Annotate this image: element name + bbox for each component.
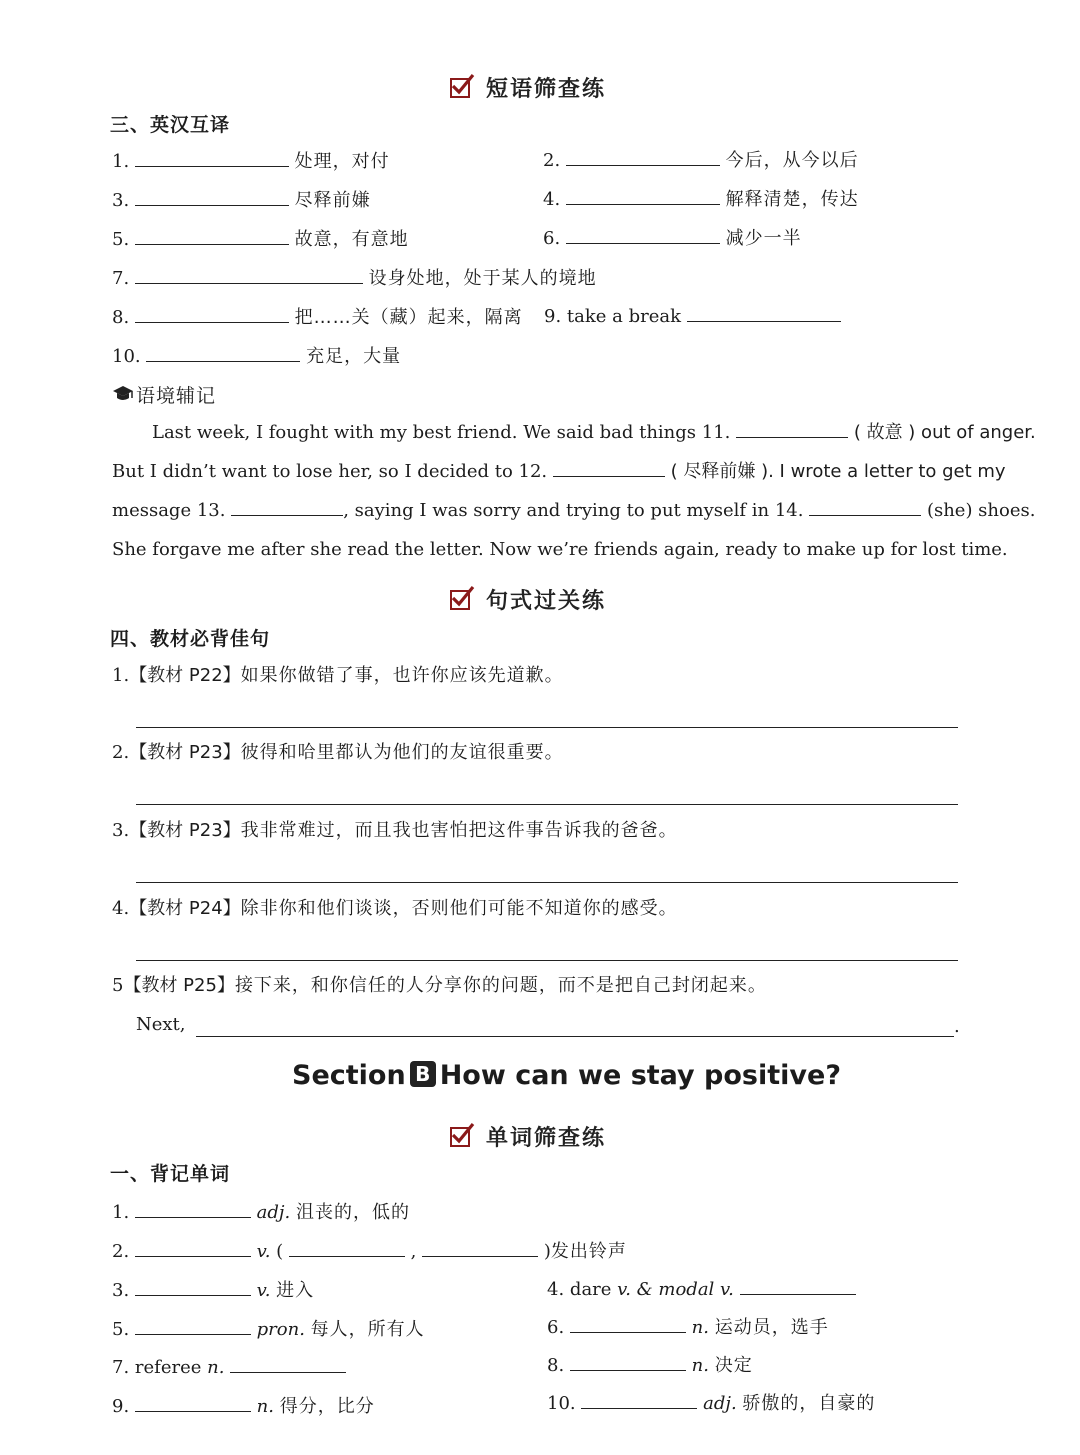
word-item-5: 5. pron. 每人，所有人 (112, 1316, 425, 1342)
passage-line-2: But I didn’t want to lose her, so I decided to 12. ( 尽释前嫌 ). I wrote a letter to get my (112, 452, 1006, 491)
part-title-sentences: 四、教材必背佳句 (110, 628, 271, 650)
answer-blank[interactable] (570, 1352, 686, 1371)
section-letter-badge: B (410, 1061, 436, 1087)
phrase-item-8: 8. 把……关（藏）起来，隔离 (112, 304, 523, 330)
word-item-9: 9. n. 得分，比分 (112, 1393, 375, 1419)
section-title-sentences: 句式过关练 (486, 589, 607, 614)
answer-blank[interactable] (289, 1238, 405, 1257)
answer-blank[interactable] (135, 1316, 251, 1335)
checkbox-icon (450, 78, 470, 98)
part-title-words: 一、背记单词 (110, 1163, 231, 1185)
answer-blank[interactable] (135, 1199, 251, 1218)
phrase-item-4: 4. 解释清楚，传达 (543, 186, 859, 212)
answer-line-4[interactable] (136, 960, 958, 961)
answer-blank[interactable] (135, 187, 289, 206)
section-title-words: 单词筛查练 (486, 1126, 607, 1151)
word-item-3: 3. v. 进入 (112, 1277, 314, 1303)
graduation-cap-icon (112, 385, 134, 407)
word-item-7: 7. referee n. (112, 1354, 346, 1380)
answer-blank[interactable] (135, 1238, 251, 1257)
word-item-4: 4. dare v. & modal v. (547, 1276, 856, 1302)
answer-blank[interactable] (422, 1238, 538, 1257)
answer-blank[interactable] (135, 304, 289, 323)
phrase-item-5: 5. 故意，有意地 (112, 226, 409, 252)
passage-line-1: Last week, I fought with my best friend. We said bad things 11. ( 故意 ) out of anger. (152, 413, 1036, 452)
sentence-5: 5【教材 P25】接下来，和你信任的人分享你的问题，而不是把自己封闭起来。 (112, 975, 767, 996)
sentence-4: 4.【教材 P24】除非你和他们谈谈，否则他们可能不知道你的感受。 (112, 898, 678, 919)
phrase-item-7: 7. 设身处地，处于某人的境地 (112, 265, 597, 291)
answer-blank[interactable] (230, 1354, 346, 1373)
word-item-2: 2. v. ( , )发出铃声 (112, 1238, 627, 1264)
answer-blank[interactable] (740, 1276, 856, 1295)
answer-blank[interactable] (566, 225, 720, 244)
context-title: 语境辅记 (136, 385, 217, 407)
answer-blank[interactable] (135, 226, 289, 245)
passage-line-3: message 13. , saying I was sorry and trying to put myself in 14. (she) shoes. (112, 491, 1035, 530)
phrase-item-2: 2. 今后，从今以后 (543, 147, 859, 173)
section-title-phrases: 短语筛查练 (486, 77, 607, 102)
checkbox-icon (450, 1127, 470, 1147)
part-title-translate: 三、英汉互译 (110, 114, 231, 136)
blank-14[interactable] (809, 497, 921, 516)
sentence-2: 2.【教材 P23】彼得和哈里都认为他们的友谊很重要。 (112, 742, 564, 763)
sentence-1: 1.【教材 P22】如果你做错了事，也许你应该先道歉。 (112, 665, 564, 686)
answer-line-1[interactable] (136, 727, 958, 728)
answer-blank[interactable] (135, 148, 289, 167)
answer-blank[interactable] (687, 303, 841, 322)
answer-blank[interactable] (135, 1393, 251, 1412)
passage-line-4: She forgave me after she read the letter. Now we’re friends again, ready to make up for lost time. (112, 539, 1008, 560)
next-label: Next, (136, 1014, 186, 1035)
answer-blank[interactable] (570, 1314, 686, 1333)
word-item-8: 8. n. 决定 (547, 1352, 753, 1378)
answer-blank[interactable] (146, 343, 300, 362)
phrase-item-6: 6. 减少一半 (543, 225, 802, 251)
sentence-3: 3.【教材 P23】我非常难过，而且我也害怕把这件事告诉我的爸爸。 (112, 820, 678, 841)
word-item-6: 6. n. 运动员，选手 (547, 1314, 829, 1340)
answer-blank[interactable] (566, 186, 720, 205)
word-item-1: 1. adj. 沮丧的，低的 (112, 1199, 410, 1225)
answer-blank[interactable] (581, 1390, 697, 1409)
answer-blank[interactable] (135, 1277, 251, 1296)
answer-line-2[interactable] (136, 804, 958, 805)
blank-11[interactable] (736, 419, 848, 438)
section-b-heading: Section B How can we stay positive? (292, 1060, 841, 1091)
end-period: . (954, 1016, 960, 1037)
checkbox-icon (450, 590, 470, 610)
answer-blank[interactable] (566, 147, 720, 166)
answer-blank[interactable] (135, 265, 363, 284)
answer-line-3[interactable] (136, 882, 958, 883)
phrase-item-9: 9. take a break (544, 303, 841, 329)
blank-12[interactable] (553, 458, 665, 477)
answer-line-5[interactable] (196, 1036, 954, 1037)
blank-13[interactable] (231, 497, 343, 516)
phrase-item-3: 3. 尽释前嫌 (112, 187, 371, 213)
phrase-item-10: 10. 充足，大量 (112, 343, 401, 369)
word-item-10: 10. adj. 骄傲的，自豪的 (547, 1390, 875, 1416)
phrase-item-1: 1. 处理，对付 (112, 148, 390, 174)
